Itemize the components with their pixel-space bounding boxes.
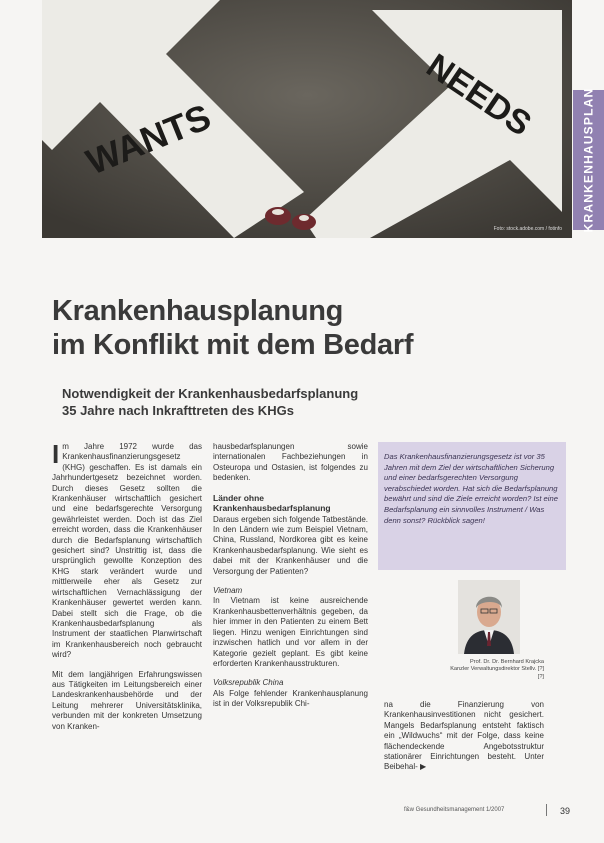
section-label: [573, 87, 604, 233]
paragraph: Mit dem langjährigen Erfahrungswissen aus Tätigkeiten im Leitungsbereich einer Landeskrankenhausbehörde und der Leitung mehrerer Universitätsklinika, verbunden mit der konkreten Umsetzung von Kranken-: [52, 669, 202, 731]
caption-line-1: Prof. Dr. Dr. Bernhard Krajcka: [470, 659, 544, 665]
footer-divider: [546, 804, 547, 816]
hero-photo: [42, 0, 572, 238]
portrait-graphic: [458, 580, 520, 654]
intro-paragraph: [52, 439, 202, 661]
heading-line-2: Krankenhausbedarfsplanung: [213, 502, 331, 513]
caption-line-2: Kanzler Verwaltungsdirektor Stellv. [?]: [450, 666, 544, 673]
continue-arrow-icon: ▶: [420, 762, 427, 772]
paragraph: In Vietnam ist keine ausreichende Krankenhausbettenverhältnis gegeben, da hier immer in den Patienten zu einem Bett liegen. Hinzu wenigen Einrichtungen sind inzwischen hatlich und vor allem in der Kategorie gezielt geplant. Es gibt keine erforderten Krankenhausstrukturen.: [213, 596, 368, 668]
author-portrait: [458, 580, 520, 654]
paragraph: Daraus ergeben sich folgende Tatbestände. In den Ländern wie zum Beispiel Vietnam, China, Russland, Nordkorea gibt es keine Krankenhausbedarfsplanung. Wie sieht es dabei mit der Krankenhäuser und die Versorgung der Patienten?: [213, 514, 368, 576]
photo-credit: Foto: stock.adobe.com / fotinfo: [493, 226, 562, 232]
portrait-caption: [378, 659, 544, 681]
article-subtitle: [62, 385, 532, 419]
intro-text: m Jahre 1972 wurde das Krankenhausfinanzierungsgesetz (KHG) geschaffen. Es ist damals ein Jahrhundertgesetz bezeichnet worden. Durch dieses Gesetz sollten die Krankenhäuser wirtschaftlich gesichert und eine bedarfsgerechte Versorgung gewährleistet werden. Doch ist das Ziel erreicht worden, dass die Krankenhäuser durch die Bedarfsplanung wirtschaftlich gesichert sind? Unstrittig ist, dass die ursprünglich gewollte Konzeption des KHG stark verändert wurde und mittlerweile eher als Gesetz zur wirtschaftlichen Vernachlässigung der Krankenhäuser gewertet werden kann. Dabei stellt sich die Frage, ob die Krankenhausbedarfsplanung als Instrument der staatlichen Planwirtschaft im Krankenhausbereich noch gebraucht wird?: [52, 442, 202, 660]
title-line-2: im Konflikt mit dem Bedarf: [52, 329, 414, 361]
needs-text: NEEDS: [419, 46, 539, 144]
section-label-text: KRANKENHAUSPLAN: [581, 87, 596, 233]
text-column-3: [384, 700, 544, 773]
sub-heading-vietnam: Vietnam: [213, 586, 243, 596]
paragraph: hausbedarfsplanungen sowie internationalen Fachbeziehungen in Osteuropa und Ostasien, ist folgendes zu bedenken.: [213, 442, 368, 483]
wants-text: WANTS: [80, 95, 217, 183]
section-heading: [213, 493, 368, 513]
article-title: [52, 294, 522, 362]
page-number: 39: [560, 806, 571, 816]
text-column-2: [213, 442, 368, 719]
title-line-1: Krankenhausplanung: [52, 295, 344, 327]
caption-line-3: [?]: [537, 673, 544, 680]
pull-quote-text: Das Krankenhausfinanzierungsgesetz ist vor 35 Jahren mit dem Ziel der wirtschaftlichen Sicherung und einer bedarfsgerechten Versorgung verabschiedet worden. Hat sich die Bedarfsplanung bewährt und sind die Ziele erreicht worden? Ist eine Bedarfsplanung ein sinnvolles Instrument / Was denn sonst? Rückblick sagen!: [384, 452, 558, 525]
subtitle-line-2: 35 Jahre nach Inkrafttreten des KHGs: [62, 403, 294, 418]
subtitle-line-1: Notwendigkeit der Krankenhausbedarfsplanung: [62, 386, 359, 401]
heading-line-1: Länder ohne: [213, 492, 265, 503]
text-column-1: [52, 439, 202, 741]
sub-heading-china: Volksrepublik China: [213, 678, 284, 688]
drop-cap: I: [52, 439, 60, 469]
paragraph: Als Folge fehlender Krankenhausplanung ist in der Volksrepublik Chi-: [213, 688, 368, 709]
road-arrows-graphic: [42, 0, 572, 238]
paragraph: na die Finanzierung von Krankenhausinvestitionen nicht gesichert. Mangels Bedarfsplanung entsteht faktisch ein „Wildwuchs“ mit der Folge, dass keine flächendeckende Angebotsstruktur stationärer Einrichtungen besteht. Unter Beibehal-: [384, 700, 544, 772]
footer-publication: f&w Gesundheitsmanagement 1/2007: [404, 807, 505, 813]
